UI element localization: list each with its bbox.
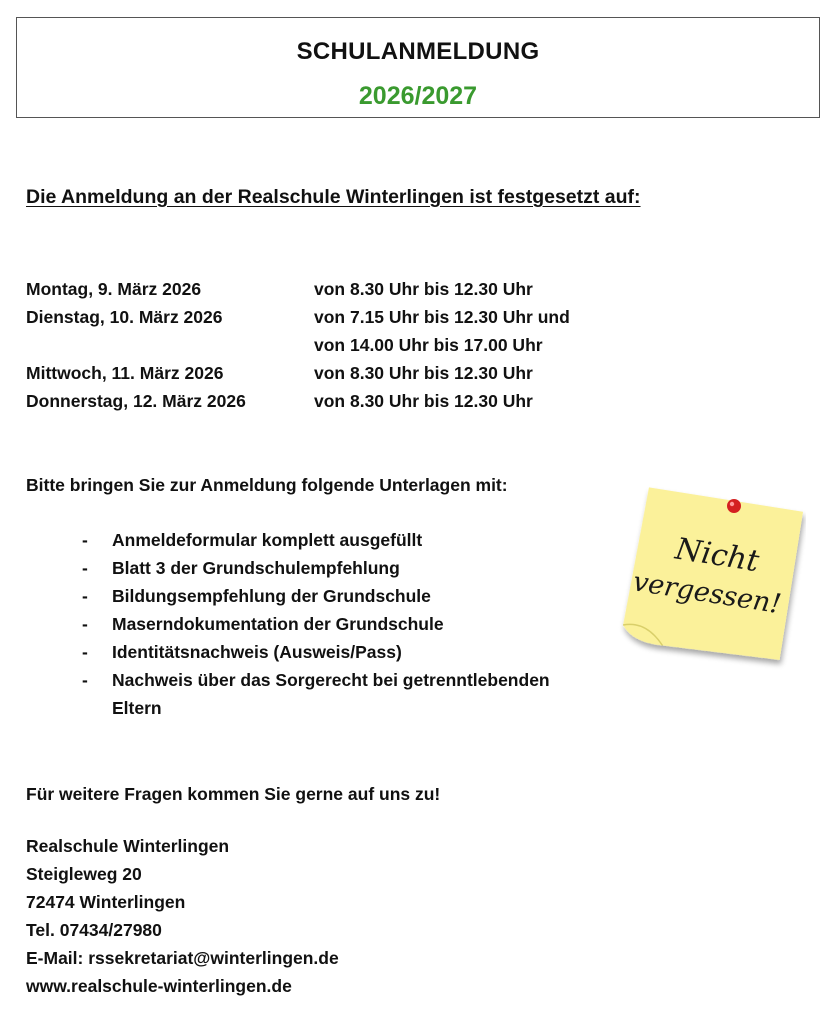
schedule-time-tuesday-afternoon: von 14.00 Uhr bis 17.00 Uhr — [314, 335, 543, 355]
title-box — [16, 17, 820, 118]
list-item-identity: Identitätsnachweis (Ausweis/Pass) — [112, 642, 402, 662]
pin-highlight — [730, 502, 734, 506]
contact-school: Realschule Winterlingen — [26, 836, 230, 856]
list-bullet: - — [82, 614, 88, 634]
list-bullet: - — [82, 558, 88, 578]
document-title: SCHULANMELDUNG — [296, 38, 540, 65]
schedule-time-thursday: von 8.30 Uhr bis 12.30 Uhr — [314, 391, 533, 411]
schedule-day-tuesday: Dienstag, 10. März 2026 — [26, 307, 223, 327]
schedule-time-monday: von 8.30 Uhr bis 12.30 Uhr — [314, 279, 533, 299]
contact-email[interactable]: E-Mail: rssekretariat@winterlingen.de — [26, 948, 339, 968]
contact-street: Steigleweg 20 — [26, 864, 142, 884]
contact-website[interactable]: www.realschule-winterlingen.de — [26, 976, 292, 996]
list-item-custody-cont: Eltern — [112, 698, 162, 718]
list-item-sheet3: Blatt 3 der Grundschulempfehlung — [112, 558, 400, 578]
contact-phone: Tel. 07434/27980 — [26, 920, 162, 940]
note-text-line2: vergessen! — [630, 566, 784, 621]
pin-icon — [727, 499, 741, 513]
list-bullet: - — [82, 642, 88, 662]
school-year: 2026/2027 — [358, 82, 478, 110]
list-item-form: Anmeldeformular komplett ausgefüllt — [112, 530, 423, 550]
schedule-day-wednesday: Mittwoch, 11. März 2026 — [26, 363, 224, 383]
list-bullet: - — [82, 670, 88, 690]
note-text-line1: Nicht — [672, 531, 762, 580]
sticky-note-illustration — [614, 480, 806, 670]
list-bullet: - — [82, 586, 88, 606]
registration-heading: Die Anmeldung an der Realschule Winterlingen ist festgesetzt auf: — [26, 186, 641, 208]
list-bullet: - — [82, 530, 88, 550]
schedule-day-thursday: Donnerstag, 12. März 2026 — [26, 391, 246, 411]
list-item-recommendation: Bildungsempfehlung der Grundschule — [112, 586, 431, 606]
contact-city: 72474 Winterlingen — [26, 892, 186, 912]
documents-intro: Bitte bringen Sie zur Anmeldung folgende Unterlagen mit: — [26, 475, 508, 495]
list-item-custody: Nachweis über das Sorgerecht bei getrenntlebenden — [112, 670, 550, 690]
schedule-time-wednesday: von 8.30 Uhr bis 12.30 Uhr — [314, 363, 533, 383]
schedule-day-monday: Montag, 9. März 2026 — [26, 279, 202, 299]
closing-line: Für weitere Fragen kommen Sie gerne auf uns zu! — [26, 784, 441, 804]
schedule-time-tuesday: von 7.15 Uhr bis 12.30 Uhr und — [314, 307, 570, 327]
list-item-measles: Maserndokumentation der Grundschule — [112, 614, 444, 634]
